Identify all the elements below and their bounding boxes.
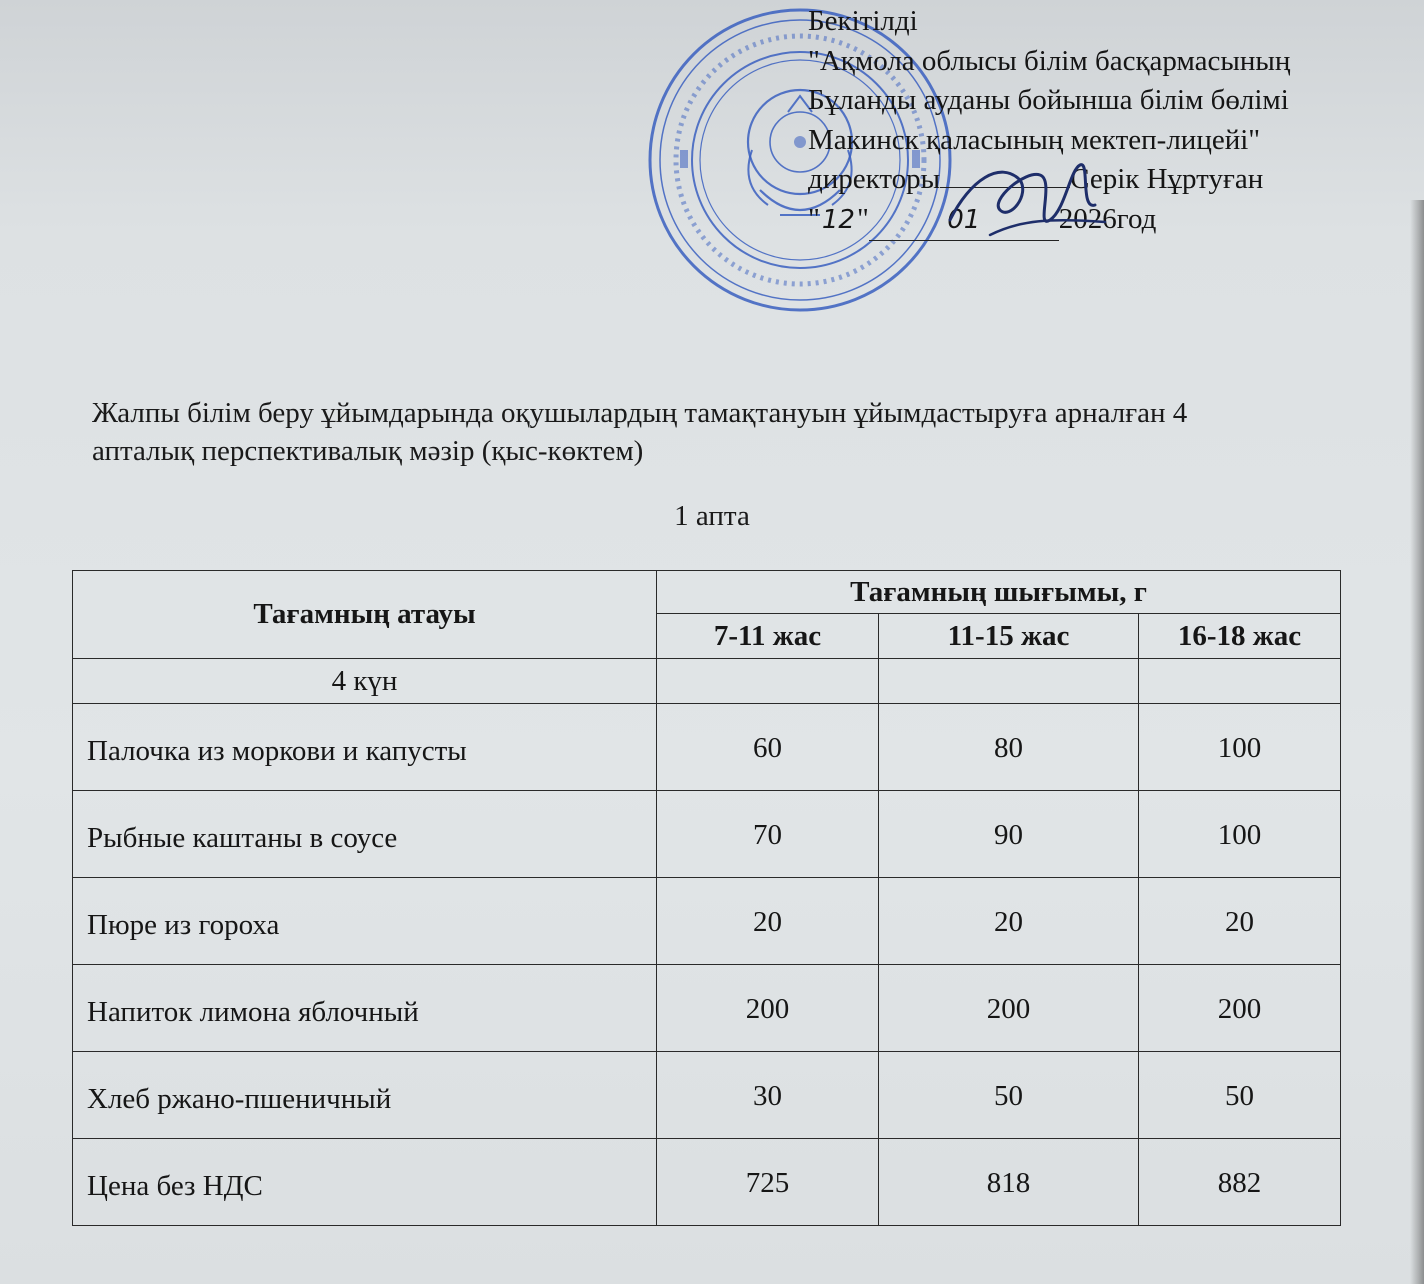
dish-name: Напиток лимона яблочный bbox=[73, 965, 657, 1052]
dish-name-header: Тағамның атауы bbox=[73, 571, 657, 659]
table-cell bbox=[879, 659, 1139, 704]
approval-org-line-2: Бұланды ауданы бойынша білім бөлімі bbox=[808, 84, 1289, 116]
table-cell: 200 bbox=[879, 965, 1139, 1052]
day-row bbox=[73, 659, 1341, 704]
dish-name: Пюре из гороха bbox=[73, 878, 657, 965]
page-edge-shadow bbox=[1410, 200, 1424, 1284]
handwritten-signature-icon bbox=[930, 150, 1120, 260]
table-cell bbox=[657, 659, 879, 704]
dish-name: Палочка из моркови и капусты bbox=[73, 704, 657, 791]
table-row bbox=[73, 791, 1341, 878]
age-group-header: 16-18 жас bbox=[1139, 614, 1341, 659]
table-cell: 60 bbox=[657, 704, 879, 791]
table-cell: 50 bbox=[1139, 1052, 1341, 1139]
dish-name: Хлеб ржано-пшеничный bbox=[73, 1052, 657, 1139]
document-title bbox=[92, 394, 1352, 470]
table-row bbox=[73, 1052, 1341, 1139]
table-row bbox=[73, 878, 1341, 965]
approval-org-line-1: "Ақмола облысы білім басқармасының bbox=[808, 44, 1291, 77]
day-label: 4 күн bbox=[73, 659, 657, 704]
date-quote-open: " bbox=[808, 202, 820, 235]
date-quote-close: " bbox=[856, 202, 869, 235]
table-cell: 200 bbox=[1139, 965, 1341, 1052]
director-name: Серік Нұртуған bbox=[1070, 163, 1264, 195]
director-label: директоры bbox=[808, 163, 941, 195]
menu-table bbox=[72, 570, 1341, 1226]
approval-heading: Бекітілді bbox=[808, 5, 918, 37]
title-line-1: Жалпы білім беру ұйымдарында оқушылардың тамақтануын ұйымдастыруға арналған 4 bbox=[92, 397, 1188, 429]
table-cell: 30 bbox=[657, 1052, 879, 1139]
price-label: Цена без НДС bbox=[73, 1139, 657, 1226]
approval-org-line-3: Макинск қаласының мектеп-лицейі" bbox=[808, 123, 1261, 156]
table-cell: 100 bbox=[1139, 791, 1341, 878]
price-cell: 818 bbox=[879, 1139, 1139, 1226]
approval-year: 2026год bbox=[1058, 202, 1157, 235]
table-row bbox=[73, 704, 1341, 791]
age-group-header: 11-15 жас bbox=[879, 614, 1139, 659]
month-handwritten: 01 bbox=[869, 201, 1059, 242]
table-cell: 90 bbox=[879, 791, 1139, 878]
table-cell: 80 bbox=[879, 704, 1139, 791]
date-handwritten: 12 bbox=[821, 204, 855, 235]
table-cell: 20 bbox=[879, 878, 1139, 965]
table-cell: 50 bbox=[879, 1052, 1139, 1139]
price-cell: 882 bbox=[1139, 1139, 1341, 1226]
price-row bbox=[73, 1139, 1341, 1226]
table-cell: 100 bbox=[1139, 704, 1341, 791]
table-cell bbox=[1139, 659, 1341, 704]
week-label: 1 апта bbox=[674, 500, 750, 532]
table-row bbox=[73, 965, 1341, 1052]
price-cell: 725 bbox=[657, 1139, 879, 1226]
output-header: Тағамның шығымы, г bbox=[657, 571, 1341, 614]
table-cell: 70 bbox=[657, 791, 879, 878]
table-cell: 20 bbox=[1139, 878, 1341, 965]
table-cell: 20 bbox=[657, 878, 879, 965]
age-group-header: 7-11 жас bbox=[657, 614, 879, 659]
title-line-2: апталық перспективалық мәзір (қыс-көктем) bbox=[92, 435, 644, 467]
table-cell: 200 bbox=[657, 965, 879, 1052]
dish-name: Рыбные каштаны в соусе bbox=[73, 791, 657, 878]
table-header-row bbox=[73, 571, 1341, 614]
